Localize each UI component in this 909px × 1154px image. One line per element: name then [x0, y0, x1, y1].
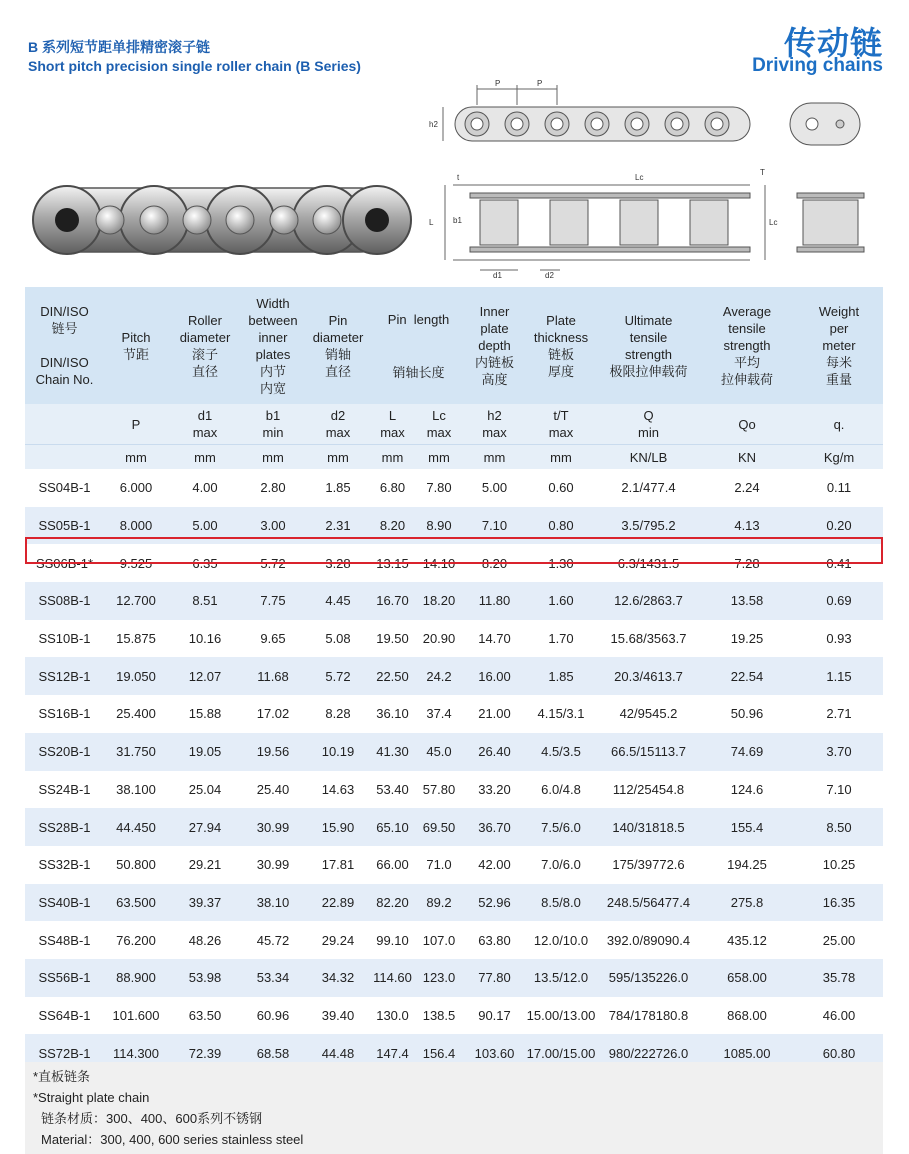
cell-pin-length-lc: 7.80	[413, 469, 465, 507]
cell-pin-length-l: 66.00	[372, 846, 413, 884]
header-pin-diameter: Pin diameter 销轴 直径	[304, 287, 372, 404]
cell-average-strength: 50.96	[699, 695, 795, 733]
cell-plate-thickness: 4.15/3.1	[524, 695, 598, 733]
cell-pin-diameter: 39.40	[304, 997, 372, 1035]
cell-inner-width: 45.72	[242, 921, 304, 959]
cell-inner-width: 7.75	[242, 582, 304, 620]
cell-pin-diameter: 5.72	[304, 657, 372, 695]
header-pitch: Pitch 节距	[104, 287, 168, 404]
cell-chain-no: SS32B-1	[25, 846, 104, 884]
cell-inner-width: 3.00	[242, 507, 304, 545]
sym-chain-no	[25, 404, 104, 445]
cell-chain-no: SS28B-1	[25, 808, 104, 846]
header-weight: Weight per meter 每米 重量	[795, 287, 883, 404]
cell-pin-diameter: 15.90	[304, 808, 372, 846]
cell-pin-length-lc: 37.4	[413, 695, 465, 733]
cell-pin-length-l: 147.4	[372, 1034, 413, 1072]
cell-weight: 2.71	[795, 695, 883, 733]
cell-ultimate-strength: 12.6/2863.7	[598, 582, 699, 620]
table-row	[25, 582, 883, 620]
cell-pin-length-lc: 107.0	[413, 921, 465, 959]
cell-plate-thickness: 4.5/3.5	[524, 733, 598, 771]
cell-chain-no: SS72B-1	[25, 1034, 104, 1072]
cell-average-strength: 74.69	[699, 733, 795, 771]
cell-ultimate-strength: 112/25454.8	[598, 771, 699, 809]
cell-roller-diameter: 8.51	[168, 582, 242, 620]
header-chain-no: DIN/ISO 链号 DIN/ISO Chain No.	[25, 287, 104, 404]
sym-average: Qo	[699, 404, 795, 445]
cell-weight: 0.41	[795, 544, 883, 582]
cell-chain-no: SS04B-1	[25, 469, 104, 507]
cell-weight: 10.25	[795, 846, 883, 884]
cell-inner-plate-depth: 16.00	[465, 657, 524, 695]
cell-pitch: 63.500	[104, 884, 168, 922]
cell-inner-width: 30.99	[242, 846, 304, 884]
cell-pin-length-l: 65.10	[372, 808, 413, 846]
chain-drawings	[425, 75, 885, 280]
table-row	[25, 808, 883, 846]
cell-pin-diameter: 3.28	[304, 544, 372, 582]
header-width: Width between inner plates 内节 内宽	[242, 287, 304, 404]
cell-plate-thickness: 7.5/6.0	[524, 808, 598, 846]
cell-roller-diameter: 5.00	[168, 507, 242, 545]
cell-plate-thickness: 8.5/8.0	[524, 884, 598, 922]
sym-plate: t/T max	[524, 404, 598, 445]
cell-pitch: 114.300	[104, 1034, 168, 1072]
cell-average-strength: 7.28	[699, 544, 795, 582]
cell-average-strength: 124.6	[699, 771, 795, 809]
cell-pin-length-lc: 57.80	[413, 771, 465, 809]
cell-inner-plate-depth: 33.20	[465, 771, 524, 809]
cell-pin-length-lc: 123.0	[413, 959, 465, 997]
cell-pin-length-l: 22.50	[372, 657, 413, 695]
sym-pin-diameter: d2 max	[304, 404, 372, 445]
header-average-strength: Average tensile strength 平均 拉伸载荷	[699, 287, 795, 404]
cell-weight: 1.15	[795, 657, 883, 695]
cell-inner-width: 68.58	[242, 1034, 304, 1072]
cell-inner-width: 5.72	[242, 544, 304, 582]
cell-roller-diameter: 19.05	[168, 733, 242, 771]
cell-weight: 0.69	[795, 582, 883, 620]
cell-pin-diameter: 8.28	[304, 695, 372, 733]
title-cn: B 系列短节距单排精密滚子链	[28, 39, 210, 55]
cell-pin-length-l: 8.20	[372, 507, 413, 545]
cell-roller-diameter: 25.04	[168, 771, 242, 809]
cell-chain-no: SS10B-1	[25, 620, 104, 658]
brand-en: Driving chains	[752, 55, 883, 76]
cell-chain-no: SS20B-1	[25, 733, 104, 771]
cell-weight: 7.10	[795, 771, 883, 809]
cell-average-strength: 658.00	[699, 959, 795, 997]
cell-roller-diameter: 6.35	[168, 544, 242, 582]
cell-inner-plate-depth: 5.00	[465, 469, 524, 507]
cell-pin-diameter: 4.45	[304, 582, 372, 620]
cell-pin-diameter: 44.48	[304, 1034, 372, 1072]
label-p2: P	[537, 79, 543, 88]
cell-inner-plate-depth: 11.80	[465, 582, 524, 620]
cell-pin-diameter: 2.31	[304, 507, 372, 545]
cell-pin-length-lc: 156.4	[413, 1034, 465, 1072]
cell-pitch: 101.600	[104, 997, 168, 1035]
cell-pin-length-lc: 45.0	[413, 733, 465, 771]
cell-pin-length-lc: 71.0	[413, 846, 465, 884]
cell-weight: 0.11	[795, 469, 883, 507]
unit-pin-L: mm	[372, 445, 413, 470]
cell-plate-thickness: 13.5/12.0	[524, 959, 598, 997]
cell-pin-length-l: 13.15	[372, 544, 413, 582]
cell-average-strength: 868.00	[699, 997, 795, 1035]
cell-pin-length-lc: 20.90	[413, 620, 465, 658]
cell-ultimate-strength: 66.5/15113.7	[598, 733, 699, 771]
note-material-cn: 链条材质：300、400、600系列不锈钢	[41, 1111, 263, 1126]
cell-pin-diameter: 34.32	[304, 959, 372, 997]
cell-pitch: 76.200	[104, 921, 168, 959]
cell-inner-width: 60.96	[242, 997, 304, 1035]
cell-inner-plate-depth: 52.96	[465, 884, 524, 922]
cell-ultimate-strength: 2.1/477.4	[598, 469, 699, 507]
cell-inner-plate-depth: 21.00	[465, 695, 524, 733]
cell-plate-thickness: 7.0/6.0	[524, 846, 598, 884]
table-row	[25, 733, 883, 771]
cell-ultimate-strength: 42/9545.2	[598, 695, 699, 733]
cell-ultimate-strength: 248.5/56477.4	[598, 884, 699, 922]
cell-average-strength: 19.25	[699, 620, 795, 658]
cell-inner-width: 11.68	[242, 657, 304, 695]
label-d1: d1	[493, 271, 502, 280]
cell-weight: 16.35	[795, 884, 883, 922]
cell-inner-width: 53.34	[242, 959, 304, 997]
cell-pin-diameter: 5.08	[304, 620, 372, 658]
label-L: L	[429, 218, 434, 227]
label-p: P	[495, 79, 501, 88]
cell-chain-no: SS40B-1	[25, 884, 104, 922]
note-straight-plate-cn: *直板链条	[33, 1069, 91, 1084]
unit-weight: Kg/m	[795, 445, 883, 470]
unit-chain-no	[25, 445, 104, 470]
table-row	[25, 959, 883, 997]
cell-pin-length-lc: 14.10	[413, 544, 465, 582]
sym-weight: q.	[795, 404, 883, 445]
table-row	[25, 884, 883, 922]
cell-chain-no: SS06B-1*	[25, 544, 104, 582]
sym-inner-depth: h2 max	[465, 404, 524, 445]
cell-pin-diameter: 22.89	[304, 884, 372, 922]
cell-pin-diameter: 1.85	[304, 469, 372, 507]
cell-pin-diameter: 14.63	[304, 771, 372, 809]
cell-ultimate-strength: 175/39772.6	[598, 846, 699, 884]
unit-plate: mm	[524, 445, 598, 470]
cell-inner-plate-depth: 103.60	[465, 1034, 524, 1072]
table-row	[25, 921, 883, 959]
cell-weight: 3.70	[795, 733, 883, 771]
sym-width: b1 min	[242, 404, 304, 445]
cell-weight: 46.00	[795, 997, 883, 1035]
cell-inner-width: 17.02	[242, 695, 304, 733]
cell-ultimate-strength: 3.5/795.2	[598, 507, 699, 545]
label-Lc: Lc	[635, 173, 644, 182]
cell-pin-length-l: 36.10	[372, 695, 413, 733]
cell-pitch: 9.525	[104, 544, 168, 582]
cell-average-strength: 13.58	[699, 582, 795, 620]
table-row	[25, 469, 883, 507]
cell-roller-diameter: 27.94	[168, 808, 242, 846]
cell-chain-no: SS05B-1	[25, 507, 104, 545]
cell-plate-thickness: 17.00/15.00	[524, 1034, 598, 1072]
cell-pin-length-lc: 89.2	[413, 884, 465, 922]
cell-pitch: 15.875	[104, 620, 168, 658]
cell-pitch: 50.800	[104, 846, 168, 884]
cell-inner-plate-depth: 14.70	[465, 620, 524, 658]
cell-chain-no: SS16B-1	[25, 695, 104, 733]
spec-table	[25, 287, 883, 1072]
cell-chain-no: SS64B-1	[25, 997, 104, 1035]
cell-ultimate-strength: 392.0/89090.4	[598, 921, 699, 959]
cell-roller-diameter: 72.39	[168, 1034, 242, 1072]
cell-plate-thickness: 15.00/13.00	[524, 997, 598, 1035]
cell-ultimate-strength: 784/178180.8	[598, 997, 699, 1035]
cell-pitch: 31.750	[104, 733, 168, 771]
cell-plate-thickness: 6.0/4.8	[524, 771, 598, 809]
cell-average-strength: 1085.00	[699, 1034, 795, 1072]
cell-weight: 0.20	[795, 507, 883, 545]
brand-cn: 传动链	[783, 25, 883, 61]
cell-pitch: 8.000	[104, 507, 168, 545]
cell-pitch: 25.400	[104, 695, 168, 733]
cell-weight: 25.00	[795, 921, 883, 959]
cell-inner-plate-depth: 77.80	[465, 959, 524, 997]
table-row	[25, 657, 883, 695]
label-d2: d2	[545, 271, 554, 280]
cell-pin-length-l: 19.50	[372, 620, 413, 658]
cell-inner-plate-depth: 26.40	[465, 733, 524, 771]
cell-weight: 8.50	[795, 808, 883, 846]
cell-plate-thickness: 0.60	[524, 469, 598, 507]
cell-chain-no: SS08B-1	[25, 582, 104, 620]
header-ultimate-strength: Ultimate tensile strength 极限拉伸载荷	[598, 287, 699, 404]
header-pin-length: Pin length 销轴长度	[372, 287, 465, 404]
cell-inner-plate-depth: 7.10	[465, 507, 524, 545]
label-t: t	[457, 173, 460, 182]
cell-inner-width: 38.10	[242, 884, 304, 922]
cell-pin-diameter: 10.19	[304, 733, 372, 771]
cell-roller-diameter: 10.16	[168, 620, 242, 658]
cell-inner-plate-depth: 36.70	[465, 808, 524, 846]
cell-ultimate-strength: 980/222726.0	[598, 1034, 699, 1072]
unit-average: KN	[699, 445, 795, 470]
cell-roller-diameter: 29.21	[168, 846, 242, 884]
cell-weight: 0.93	[795, 620, 883, 658]
cell-roller-diameter: 53.98	[168, 959, 242, 997]
cell-chain-no: SS56B-1	[25, 959, 104, 997]
cell-plate-thickness: 1.70	[524, 620, 598, 658]
cell-inner-width: 2.80	[242, 469, 304, 507]
unit-pin-diameter: mm	[304, 445, 372, 470]
sym-pin-L: L max	[372, 404, 413, 445]
cell-pin-length-l: 53.40	[372, 771, 413, 809]
highlight-row-ss06b	[25, 537, 883, 564]
cell-pin-length-lc: 24.2	[413, 657, 465, 695]
notes	[25, 1062, 883, 1154]
cell-roller-diameter: 63.50	[168, 997, 242, 1035]
unit-pitch: mm	[104, 445, 168, 470]
cell-roller-diameter: 4.00	[168, 469, 242, 507]
cell-pin-diameter: 17.81	[304, 846, 372, 884]
cell-pin-length-l: 41.30	[372, 733, 413, 771]
cell-inner-plate-depth: 63.80	[465, 921, 524, 959]
sym-ultimate: Q min	[598, 404, 699, 445]
cell-weight: 60.80	[795, 1034, 883, 1072]
cell-plate-thickness: 1.30	[524, 544, 598, 582]
cell-inner-width: 25.40	[242, 771, 304, 809]
cell-chain-no: SS12B-1	[25, 657, 104, 695]
cell-pitch: 19.050	[104, 657, 168, 695]
table-row	[25, 846, 883, 884]
cell-inner-width: 9.65	[242, 620, 304, 658]
cell-inner-plate-depth: 42.00	[465, 846, 524, 884]
cell-pin-length-l: 114.60	[372, 959, 413, 997]
table-row	[25, 695, 883, 733]
cell-roller-diameter: 12.07	[168, 657, 242, 695]
cell-inner-width: 19.56	[242, 733, 304, 771]
label-h2: h2	[429, 120, 438, 129]
sym-roller: d1 max	[168, 404, 242, 445]
table-row	[25, 771, 883, 809]
cell-chain-no: SS24B-1	[25, 771, 104, 809]
sym-pin-Lc: Lc max	[413, 404, 465, 445]
unit-roller: mm	[168, 445, 242, 470]
cell-roller-diameter: 39.37	[168, 884, 242, 922]
cell-weight: 35.78	[795, 959, 883, 997]
cell-pin-length-lc: 8.90	[413, 507, 465, 545]
cell-average-strength: 275.8	[699, 884, 795, 922]
cell-pin-length-lc: 69.50	[413, 808, 465, 846]
cell-pin-length-l: 82.20	[372, 884, 413, 922]
cell-pitch: 88.900	[104, 959, 168, 997]
unit-pin-Lc: mm	[413, 445, 465, 470]
cell-ultimate-strength: 140/31818.5	[598, 808, 699, 846]
unit-ultimate: KN/LB	[598, 445, 699, 470]
label-b1: b1	[453, 216, 462, 225]
cell-roller-diameter: 15.88	[168, 695, 242, 733]
cell-pitch: 38.100	[104, 771, 168, 809]
unit-width: mm	[242, 445, 304, 470]
cell-pin-length-lc: 18.20	[413, 582, 465, 620]
header-plate-thickness: Plate thickness 链板 厚度	[524, 287, 598, 404]
cell-ultimate-strength: 15.68/3563.7	[598, 620, 699, 658]
cell-pitch: 44.450	[104, 808, 168, 846]
cell-ultimate-strength: 20.3/4613.7	[598, 657, 699, 695]
cell-plate-thickness: 12.0/10.0	[524, 921, 598, 959]
cell-average-strength: 435.12	[699, 921, 795, 959]
cell-average-strength: 22.54	[699, 657, 795, 695]
cell-plate-thickness: 0.80	[524, 507, 598, 545]
title-en: Short pitch precision single roller chain (B Series)	[28, 58, 361, 74]
cell-pin-diameter: 29.24	[304, 921, 372, 959]
cell-chain-no: SS48B-1	[25, 921, 104, 959]
cell-average-strength: 194.25	[699, 846, 795, 884]
header-roller: Roller diameter 滚子 直径	[168, 287, 242, 404]
cell-inner-width: 30.99	[242, 808, 304, 846]
label-Lc2: Lc	[769, 218, 778, 227]
label-T: T	[760, 168, 765, 177]
unit-inner-depth: mm	[465, 445, 524, 470]
cell-pitch: 6.000	[104, 469, 168, 507]
table-row	[25, 997, 883, 1035]
cell-pitch: 12.700	[104, 582, 168, 620]
note-material-en: Material：300, 400, 600 series stainless steel	[41, 1132, 304, 1147]
cell-pin-length-l: 6.80	[372, 469, 413, 507]
cell-average-strength: 2.24	[699, 469, 795, 507]
cell-inner-plate-depth: 8.20	[465, 544, 524, 582]
cell-average-strength: 4.13	[699, 507, 795, 545]
table-row	[25, 620, 883, 658]
cell-ultimate-strength: 6.3/1431.5	[598, 544, 699, 582]
cell-inner-plate-depth: 90.17	[465, 997, 524, 1035]
cell-roller-diameter: 48.26	[168, 921, 242, 959]
chain-photo	[22, 170, 417, 270]
cell-pin-length-l: 16.70	[372, 582, 413, 620]
note-straight-plate-en: *Straight plate chain	[33, 1090, 150, 1105]
cell-pin-length-l: 130.0	[372, 997, 413, 1035]
cell-ultimate-strength: 595/135226.0	[598, 959, 699, 997]
header-inner-plate-depth: Inner plate depth 内链板 高度	[465, 287, 524, 404]
cell-pin-length-l: 99.10	[372, 921, 413, 959]
cell-pin-length-lc: 138.5	[413, 997, 465, 1035]
cell-plate-thickness: 1.60	[524, 582, 598, 620]
sym-pitch: P	[104, 404, 168, 445]
cell-plate-thickness: 1.85	[524, 657, 598, 695]
cell-average-strength: 155.4	[699, 808, 795, 846]
